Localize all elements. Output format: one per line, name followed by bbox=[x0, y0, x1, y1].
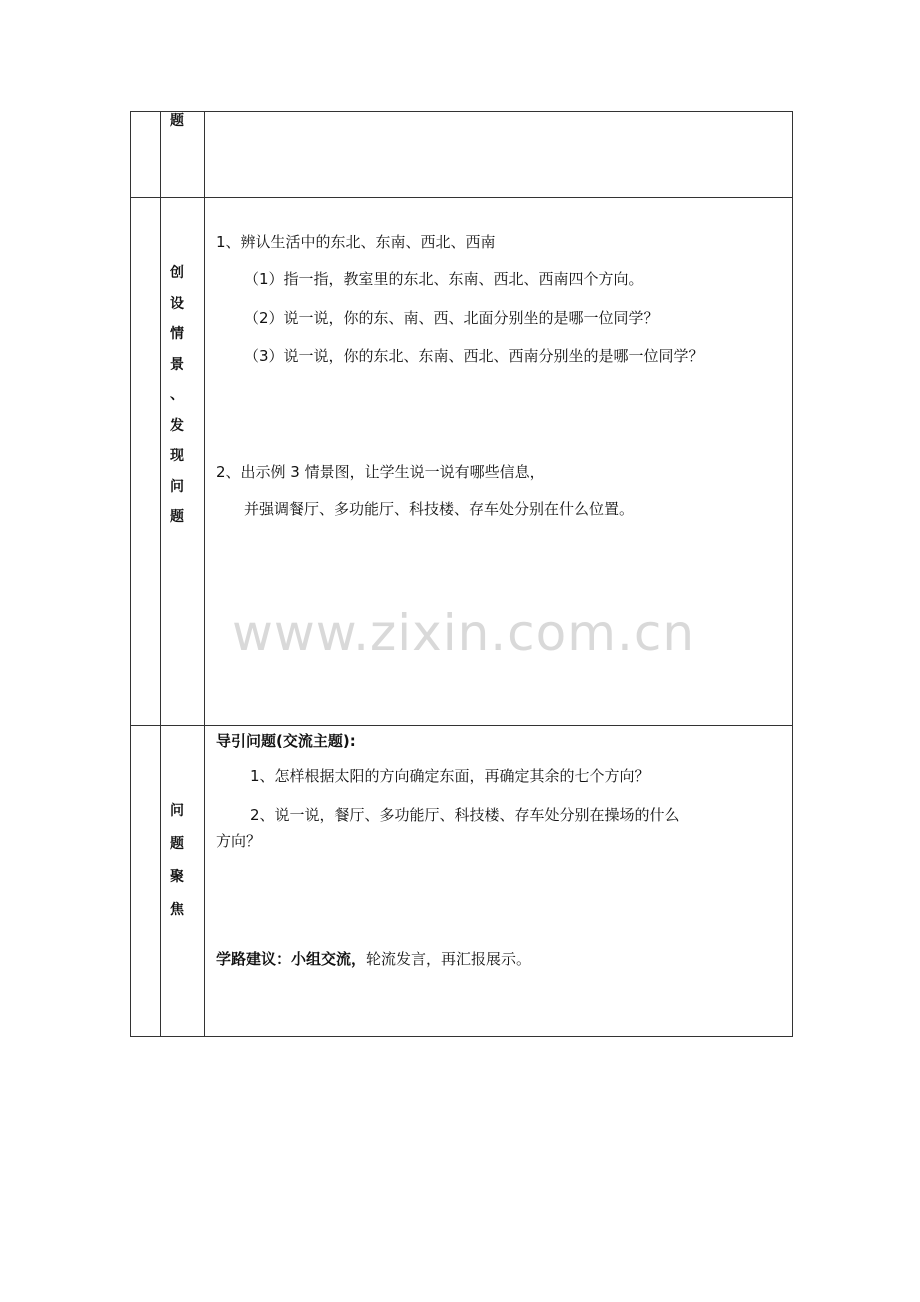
section-label-char: 题 bbox=[170, 836, 184, 852]
guide-question-2: 2、说一说，餐厅、多功能厅、科技楼、存车处分别在操场的什么 bbox=[250, 806, 680, 824]
guide-heading: 导引问题(交流主题): bbox=[216, 732, 356, 750]
section-label-char: 现 bbox=[170, 448, 184, 464]
table-border-top bbox=[130, 111, 793, 112]
section-label-top: 题 bbox=[170, 113, 184, 129]
section-label-char: 聚 bbox=[170, 869, 184, 885]
section-label-char: 问 bbox=[170, 478, 184, 495]
table-border-bottom bbox=[130, 1036, 793, 1037]
section-label-char: 创 bbox=[170, 265, 184, 281]
section-label-char: 景 bbox=[170, 356, 184, 373]
section-label-char: 焦 bbox=[170, 902, 184, 918]
row-divider bbox=[130, 725, 793, 726]
section-label-char: 设 bbox=[170, 295, 184, 312]
study-tip-text: 轮流发言，再汇报展示。 bbox=[366, 950, 532, 968]
section-label-char: 问 bbox=[170, 803, 184, 819]
column-divider bbox=[204, 111, 205, 1037]
section-label-focus bbox=[169, 800, 185, 932]
item-1-sub-1: （1）指一指，教室里的东北、东南、西北、西南四个方向。 bbox=[244, 270, 644, 288]
section-label-char: 、 bbox=[170, 387, 184, 403]
item-2: 2、出示例 3 情景图，让学生说一说有哪些信息， bbox=[216, 463, 545, 481]
guide-question-1: 1、怎样根据太阳的方向确定东面，再确定其余的七个方向？ bbox=[250, 767, 650, 785]
section-label-char: 情 bbox=[170, 326, 184, 342]
section-label-create bbox=[169, 262, 185, 537]
column-divider bbox=[160, 111, 161, 1037]
item-1-sub-3: （3）说一说，你的东北、东南、西北、西南分别坐的是哪一位同学？ bbox=[244, 347, 704, 365]
item-1: 1、辨认生活中的东北、东南、西北、西南 bbox=[216, 233, 496, 251]
table-border-left bbox=[130, 111, 131, 1037]
section-label-char: 发 bbox=[170, 417, 184, 434]
section-label-char: 题 bbox=[170, 509, 184, 525]
guide-question-2-cont: 方向？ bbox=[216, 832, 262, 850]
study-tip-label: 学路建议：小组交流， bbox=[216, 950, 367, 968]
study-tip bbox=[216, 950, 531, 968]
watermark: www.zixin.com.cn bbox=[232, 604, 696, 662]
item-1-sub-2: （2）说一说，你的东、南、西、北面分别坐的是哪一位同学？ bbox=[244, 309, 659, 327]
row-divider bbox=[130, 197, 793, 198]
table-border-right bbox=[792, 111, 793, 1037]
item-2-line-2: 并强调餐厅、多功能厅、科技楼、存车处分别在什么位置。 bbox=[244, 500, 635, 518]
